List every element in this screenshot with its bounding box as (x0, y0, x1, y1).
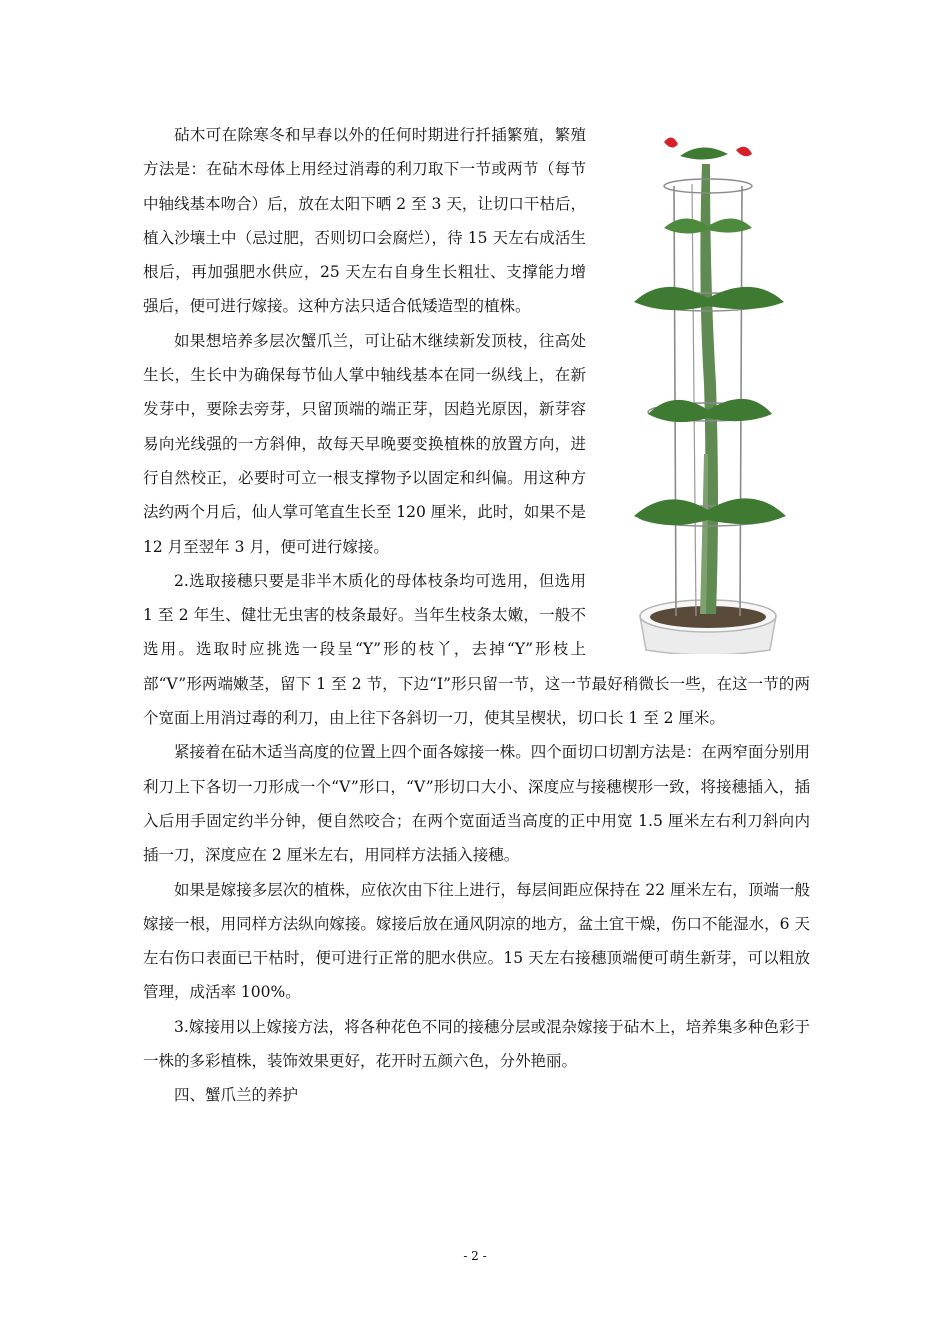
paragraph-2: 如果想培养多层次蟹爪兰，可让砧木继续新发顶枝，往高处生长，生长中为确保每节仙人掌中轴线基本在同一纵线上，在新发芽中，要除去旁芽，只留顶端的端正芽，因趋光原因，新芽容易向光线强的一方斜伸，故每天早晚要变换植株的放置方向，进行自然校正，必要时可立一根支撑物予以固定和纠偏。用这种方法约两个月后，仙人掌可笔直生长至 120 厘米，此时，如果不是 12 月至翌年 3 月，便可进行嫁接。 (143, 331, 586, 556)
section-heading: 四、蟹爪兰的养护 (174, 1086, 299, 1105)
layered-crab-cactus-image (604, 124, 810, 654)
plant-photo (604, 124, 810, 654)
paragraph-5: 如果是嫁接多层次的植株，应依次由下往上进行，每层间距应保持在 22 厘米左右，顶端一般嫁接一根，用同样方法纵向嫁接。嫁接后放在通风阴凉的地方，盆土宜干燥，伤口不能湿水，6 天左右伤口表面已干枯时，便可进行正常的肥水供应。15 天左右接穗顶端便可萌生新芽，可以粗放管理，成活率 100%。 (143, 880, 810, 1002)
paragraph-6: 3.嫁接用以上嫁接方法，将各种花色不同的接穗分层或混杂嫁接于砧木上，培养集多种色彩于一株的多彩植株，装饰效果更好，花开时五颜六色，分外艳丽。 (143, 1017, 810, 1071)
page-content (143, 118, 810, 1113)
paragraph-4: 紧接着在砧木适当高度的位置上四个面各嫁接一株。四个面切口切割方法是：在两窄面分别用利刀上下各切一刀形成一个“V”形口，“V”形切口大小、深度应与接穗楔形一致，将接穗插入，插入后用手固定约半分钟，便自然咬合；在两个宽面适当高度的正中用宽 1.5 厘米左右利刀斜向内插一刀，深度应在 2 厘米左右，用同样方法插入接穗。 (143, 743, 810, 865)
paragraph-3: 2.选取接穗只要是非半木质化的母体枝条均可选用，但选用 1 至 2 年生、健壮无虫害的枝条最好。当年生枝条太嫩，一般不选用。选取时应挑选一段呈“Y”形的枝丫，去掉“Y”形枝上部“V”形两端嫩茎，留下 1 至 2 节，下边“I”形只留一节，这一节最好稍微长一些，在这一节的两个宽面上用消过毒的利刀，由上往下各斜切一刀，使其呈楔状，切口长 1 至 2 厘米。 (143, 571, 810, 728)
paragraph-1: 砧木可在除寒冬和早春以外的任何时期进行扦插繁殖，繁殖方法是：在砧木母体上用经过消毒的利刀取下一节或两节（每节中轴线基本吻合）后，放在太阳下晒 2 至 3 天，让切口干枯后，植入沙壤土中（忌过肥，否则切口会腐烂），待 15 天左右成活生根后，再加强肥水供应，25 天左右自身生长粗壮、支撑能力增强后，便可进行嫁接。这种方法只适合低矮造型的植株。 (143, 126, 586, 316)
page-number: - 2 - (463, 1249, 487, 1263)
